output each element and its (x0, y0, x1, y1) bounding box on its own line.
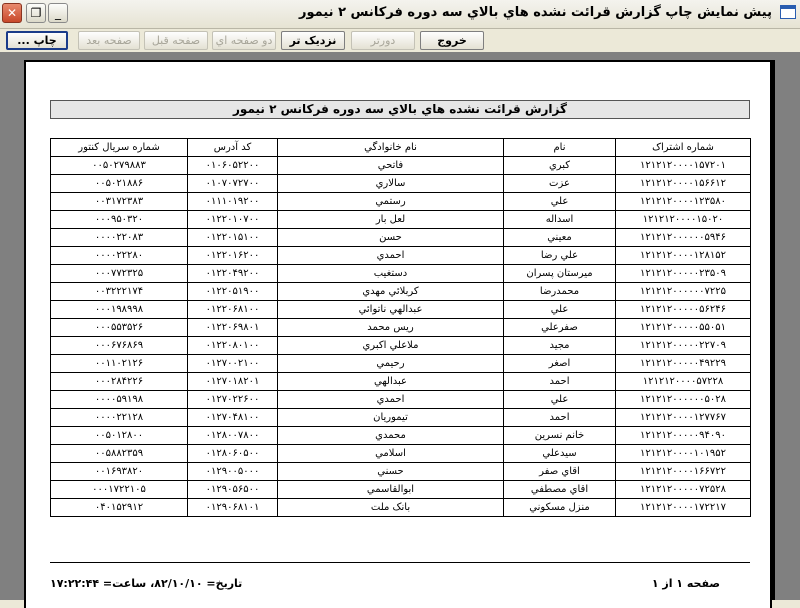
table-row (51, 463, 751, 481)
table-cell: احمد (504, 409, 616, 427)
table-cell: رحيمي (278, 355, 504, 373)
table-cell: ۰۱۲۹۰۰۵۰۰۰ (188, 463, 278, 481)
table-row (51, 445, 751, 463)
table-cell: ۱۲۱۲۱۲۰۰۰۰۰۹۴۰۹۰ (616, 427, 751, 445)
table-cell: ۰۱۲۲۰۴۹۲۰۰ (188, 265, 278, 283)
table-cell: ۰۱۲۲۰۸۰۱۰۰ (188, 337, 278, 355)
table-cell: ۱۲۱۲۱۲۰۰۰۰۱۶۶۷۲۲ (616, 463, 751, 481)
table-cell: احمد (504, 373, 616, 391)
table-cell: ۰۰۵۰۱۲۸۰۰ (51, 427, 188, 445)
table-cell: محمدرضا (504, 283, 616, 301)
table-cell: ۰۱۲۷۰۰۲۱۰۰ (188, 355, 278, 373)
table-cell: ۰۰۰۰۲۲۰۸۳ (51, 229, 188, 247)
table-cell: مجيد (504, 337, 616, 355)
table-cell: سيدعلي (504, 445, 616, 463)
table-cell: اسلامي (278, 445, 504, 463)
table-row (51, 247, 751, 265)
table-cell: ۰۰۰۰۲۲۲۸۰ (51, 247, 188, 265)
prev-page-button[interactable]: صفحه قبل (144, 31, 208, 50)
table-cell: ۱۲۱۲۱۲۰۰۰۰۱۵۶۶۱۲ (616, 175, 751, 193)
table-cell: ۰۰۵۰۲۱۸۸۶ (51, 175, 188, 193)
window-title: پيش نمايش چاپ گزارش قرائت نشده هاي بالاي سه دوره فركانس ۲ نيمور (299, 5, 772, 20)
title-bar (0, 0, 800, 29)
preview-area[interactable] (0, 52, 800, 600)
table-cell: ريس محمد (278, 319, 504, 337)
table-row (51, 373, 751, 391)
restore-button[interactable]: ❐ (26, 3, 46, 23)
table-cell: علي (504, 391, 616, 409)
table-cell: محمدي (278, 427, 504, 445)
table-row (51, 175, 751, 193)
table-cell: ۰۰۵۰۲۷۹۸۸۳ (51, 157, 188, 175)
table-cell: ۰۴۰۱۵۲۹۱۲ (51, 499, 188, 517)
table-cell: اصغر (504, 355, 616, 373)
table-cell: ۱۲۱۲۱۲۰۰۰۰۰۰۵۰۲۸ (616, 391, 751, 409)
table-cell: ۱۲۱۲۱۲۰۰۰۰۰۲۲۷۰۹ (616, 337, 751, 355)
table-row (51, 391, 751, 409)
table-cell: ۰۰۱۱۰۲۱۲۶ (51, 355, 188, 373)
window-icon (780, 5, 796, 19)
table-cell: ۱۲۱۲۱۲۰۰۰۰۱۲۳۵۸۰ (616, 193, 751, 211)
table-cell: اقاي صفر (504, 463, 616, 481)
print-button[interactable]: ... چاپ (6, 31, 68, 50)
table-cell: ۱۲۱۲۱۲۰۰۰۰۰۴۹۲۲۹ (616, 355, 751, 373)
zoom-out-button[interactable]: دورتر (351, 31, 415, 50)
table-cell: ميرستان پسران (504, 265, 616, 283)
table-cell: احمدي (278, 391, 504, 409)
table-cell: ۱۲۱۲۱۲۰۰۰۰۱۰۱۹۵۲ (616, 445, 751, 463)
table-cell: ۰۰۵۸۸۲۳۵۹ (51, 445, 188, 463)
table-cell: منزل مسكوني (504, 499, 616, 517)
table-row (51, 319, 751, 337)
report-page (24, 60, 772, 608)
table-cell: رستمي (278, 193, 504, 211)
table-row (51, 157, 751, 175)
table-cell: ۱۲۱۲۱۲۰۰۰۰۱۵۰۲۰ (616, 211, 751, 229)
table-cell: ۱۲۱۲۱۲۰۰۰۰۰۰۷۲۲۵ (616, 283, 751, 301)
table-cell: ۰۱۲۷۰۲۲۶۰۰ (188, 391, 278, 409)
table-cell: ۰۰۰۷۷۲۳۲۵ (51, 265, 188, 283)
column-header: شماره اشتراک (616, 139, 751, 157)
next-page-button[interactable]: صفحه بعد (78, 31, 140, 50)
table-row (51, 355, 751, 373)
table-cell: علي (504, 193, 616, 211)
table-cell: عزت (504, 175, 616, 193)
column-header: شماره سريال كنتور (51, 139, 188, 157)
table-cell: ۰۱۲۸۰۰۷۸۰۰ (188, 427, 278, 445)
print-date: تاريخ= ۸۲/۱۰/۱۰، ساعت= ۱۷:۲۲:۴۴ (50, 577, 243, 590)
table-row (51, 481, 751, 499)
table-cell: ملاعلي اكبري (278, 337, 504, 355)
column-header: نام (504, 139, 616, 157)
table-cell: ۰۱۲۷۰۴۸۱۰۰ (188, 409, 278, 427)
table-row (51, 265, 751, 283)
table-cell: ۰۱۲۸۰۶۰۵۰۰ (188, 445, 278, 463)
table-cell: ۰۱۲۹۰۵۶۵۰۰ (188, 481, 278, 499)
table-cell: ۱۲۱۲۱۲۰۰۰۰۵۷۲۲۸ (616, 373, 751, 391)
table-row (51, 337, 751, 355)
table-cell: صفرعلي (504, 319, 616, 337)
table-header-row (51, 139, 751, 157)
table-cell: حسني (278, 463, 504, 481)
table-cell: كبري (504, 157, 616, 175)
table-cell: بانک ملت (278, 499, 504, 517)
table-cell: معيني (504, 229, 616, 247)
table-cell: ۰۱۲۹۰۶۸۱۰۱ (188, 499, 278, 517)
table-cell: لعل بار (278, 211, 504, 229)
table-cell: ۰۱۲۲۰۱۶۲۰۰ (188, 247, 278, 265)
table-cell: ۱۲۱۲۱۲۰۰۰۰۱۵۷۲۰۱ (616, 157, 751, 175)
table-cell: ابوالقاسمي (278, 481, 504, 499)
footer-divider (50, 562, 750, 563)
table-cell: ۰۱۲۲۰۶۸۱۰۰ (188, 301, 278, 319)
column-header: نام خانوادگي (278, 139, 504, 157)
table-cell: علي رضا (504, 247, 616, 265)
table-cell: كربلائي مهدي (278, 283, 504, 301)
table-cell: عبدالهي (278, 373, 504, 391)
table-cell: ۰۱۲۷۰۱۸۲۰۱ (188, 373, 278, 391)
table-cell: ۱۲۱۲۱۲۰۰۰۰۰۵۶۲۴۶ (616, 301, 751, 319)
table-cell: ۱۲۱۲۱۲۰۰۰۰۰۷۲۵۲۸ (616, 481, 751, 499)
table-cell: ۱۲۱۲۱۲۰۰۰۰۱۲۸۱۵۲ (616, 247, 751, 265)
table-row (51, 229, 751, 247)
table-cell: اسداله (504, 211, 616, 229)
table-cell: ۰۱۰۶۰۵۲۲۰۰ (188, 157, 278, 175)
table-cell: ۰۰۰۶۷۶۸۶۹ (51, 337, 188, 355)
table-row (51, 499, 751, 517)
table-cell: ۰۰۰۱۷۲۲۱۰۵ (51, 481, 188, 499)
table-cell: ۰۰۳۱۷۲۳۸۳ (51, 193, 188, 211)
table-cell: علي (504, 301, 616, 319)
table-row (51, 409, 751, 427)
table-cell: ۰۰۰۹۵۰۳۲۰ (51, 211, 188, 229)
table-cell: فاتحي (278, 157, 504, 175)
table-cell: دستغيب (278, 265, 504, 283)
table-row (51, 301, 751, 319)
table-cell: ۰۱۲۲۰۱۰۷۰۰ (188, 211, 278, 229)
table-cell: ۱۲۱۲۱۲۰۰۰۰۰۰۵۹۴۶ (616, 229, 751, 247)
table-cell: ۰۱۲۲۰۵۱۹۰۰ (188, 283, 278, 301)
table-cell: ۰۰۱۶۹۳۸۲۰ (51, 463, 188, 481)
table-cell: ۰۱۲۲۰۶۹۸۰۱ (188, 319, 278, 337)
table-cell: خانم نسرين (504, 427, 616, 445)
table-cell: ۱۲۱۲۱۲۰۰۰۰۰۵۵۰۵۱ (616, 319, 751, 337)
toolbar (0, 28, 800, 54)
table-cell: اقاي مصطفي (504, 481, 616, 499)
exit-button[interactable]: خروج (420, 31, 484, 50)
page-number: صفحه ۱ از ۱ (651, 577, 720, 590)
table-cell: حسن (278, 229, 504, 247)
zoom-in-button[interactable]: نزديک تر (281, 31, 345, 50)
two-page-button[interactable]: دو صفحه اي (212, 31, 276, 50)
column-header: كد آدرس (188, 139, 278, 157)
table-cell: ۰۰۰۰۵۹۱۹۸ (51, 391, 188, 409)
table-cell: ۰۱۲۲۰۱۵۱۰۰ (188, 229, 278, 247)
table-cell: ۰۰۰۱۹۸۹۹۸ (51, 301, 188, 319)
report-title: گزارش قرائت نشده هاي بالاي سه دوره فركانس ۲ نيمور (50, 100, 750, 119)
minimize-button[interactable]: _ (48, 3, 68, 23)
table-cell: ۰۰۰۰۲۲۱۲۸ (51, 409, 188, 427)
page-shadow (772, 60, 775, 600)
table-cell: ۰۱۱۱۰۱۹۲۰۰ (188, 193, 278, 211)
table-cell: تيموريان (278, 409, 504, 427)
table-row (51, 211, 751, 229)
table-row (51, 283, 751, 301)
table-cell: احمدي (278, 247, 504, 265)
table-cell: ۱۲۱۲۱۲۰۰۰۰۱۲۷۷۶۷ (616, 409, 751, 427)
table-cell: ۰۰۳۲۲۲۱۷۴ (51, 283, 188, 301)
table-cell: عبدالهي ناتوائي (278, 301, 504, 319)
table-cell: ۰۰۰۵۵۳۵۲۶ (51, 319, 188, 337)
close-button[interactable]: ✕ (2, 3, 22, 23)
table-cell: ۰۰۰۲۸۴۲۲۶ (51, 373, 188, 391)
table-row (51, 427, 751, 445)
report-table (50, 138, 751, 517)
table-body (51, 157, 751, 517)
table-cell: ۰۱۰۷۰۷۲۷۰۰ (188, 175, 278, 193)
table-cell: ۱۲۱۲۱۲۰۰۰۰۰۲۳۵۰۹ (616, 265, 751, 283)
table-cell: سالاري (278, 175, 504, 193)
table-row (51, 193, 751, 211)
table-cell: ۱۲۱۲۱۲۰۰۰۰۱۷۲۲۱۷ (616, 499, 751, 517)
